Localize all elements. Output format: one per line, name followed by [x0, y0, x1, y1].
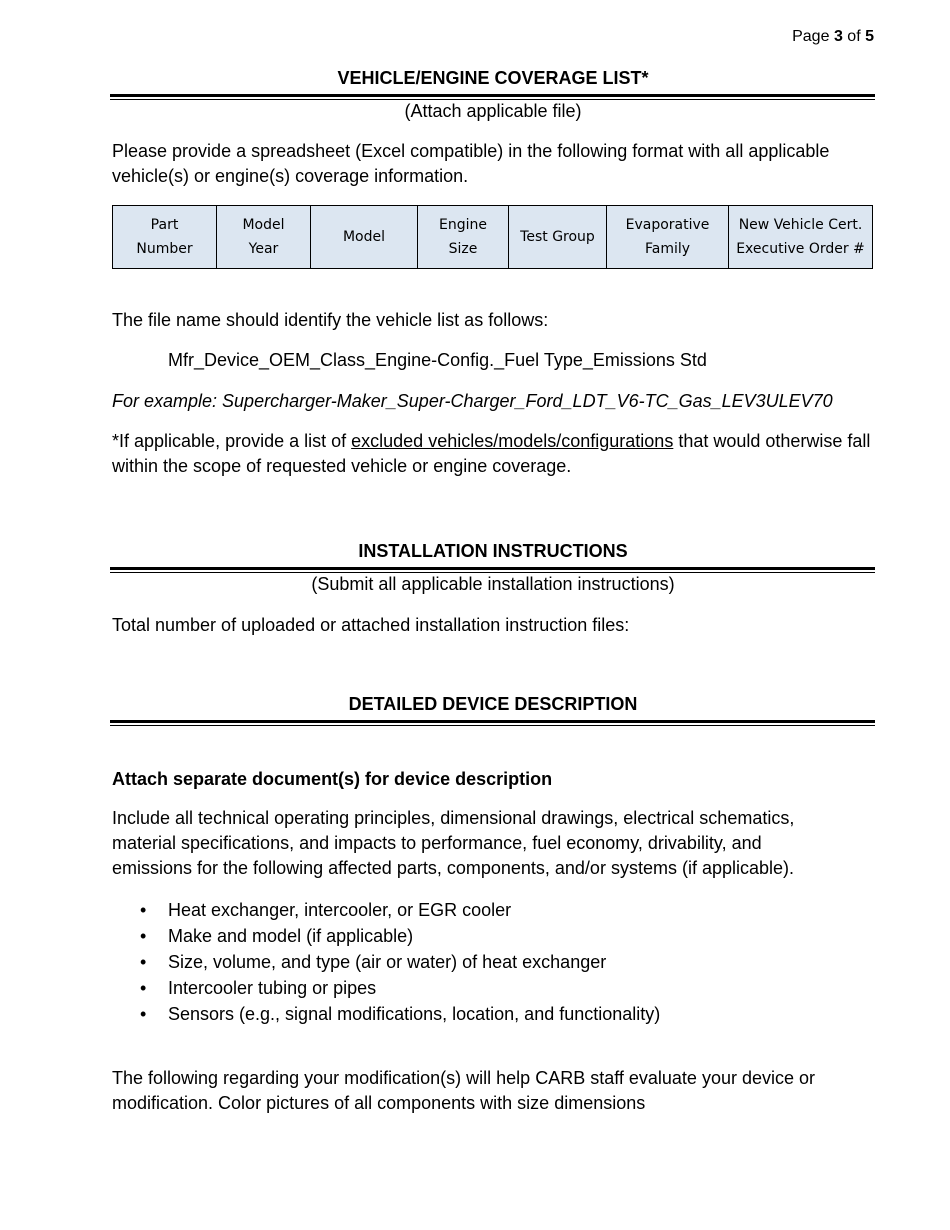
attach-document-heading: Attach separate document(s) for device description: [112, 769, 553, 789]
coverage-format-table: [112, 205, 873, 269]
file-name-intro: The file name should identify the vehicle list as follows:: [112, 310, 549, 330]
coverage-intro: Please provide a spreadsheet (Excel compatible) in the following format with all applicable vehicle(s) or engine(s) coverage information.: [112, 141, 830, 186]
header-model: Model: [311, 206, 418, 269]
description-intro: Include all technical operating principles, dimensional drawings, electrical schematics, material specifications, and impacts to performance, fuel economy, drivability, and emissions for the following affected parts, components, and/or systems (if applicable).: [112, 808, 795, 878]
list-item: • Sensors (e.g., signal modifications, location, and functionality): [140, 1004, 661, 1024]
installation-subtitle: (Submit all applicable installation instructions): [311, 574, 675, 594]
exclusion-note: *If applicable, provide a list of excluded vehicles/models/configurations that would otherwise fall within the scope of requested vehicle or engine coverage.: [112, 431, 871, 476]
header-executive-order: New Vehicle Cert. Executive Order #: [729, 206, 873, 269]
description-section-title: DETAILED DEVICE DESCRIPTION: [348, 694, 638, 714]
list-item: • Make and model (if applicable): [140, 926, 414, 946]
file-name-format: Mfr_Device_OEM_Class_Engine-Config._Fuel Type_Emissions Std: [168, 350, 707, 370]
affected-parts-list: [112, 897, 660, 1027]
list-item: • Size, volume, and type (air or water) of heat exchanger: [140, 952, 607, 972]
coverage-table-header-row: [113, 206, 873, 269]
coverage-subtitle: (Attach applicable file): [404, 101, 582, 121]
installation-count-label: Total number of uploaded or attached installation instruction files:: [112, 615, 630, 635]
file-name-example: For example: Supercharger-Maker_Super-Charger_Ford_LDT_V6-TC_Gas_LEV3ULEV70: [112, 391, 833, 411]
list-item: • Heat exchanger, intercooler, or EGR cooler: [140, 900, 512, 920]
header-model-year: Model Year: [217, 206, 311, 269]
excluded-configurations-text: excluded vehicles/models/configurations: [351, 431, 674, 451]
header-test-group: Test Group: [509, 206, 607, 269]
description-section-rule: [110, 720, 875, 726]
installation-section-title: INSTALLATION INSTRUCTIONS: [358, 541, 628, 561]
installation-section-rule: [110, 567, 875, 573]
closing-paragraph: The following regarding your modification(s) will help CARB staff evaluate your device or modification. Color pictures of all components with size dimensions: [112, 1068, 816, 1113]
page-number: Page 3 of 5: [792, 28, 874, 45]
header-part-number: Part Number: [113, 206, 217, 269]
header-evaporative-family: Evaporative Family: [607, 206, 729, 269]
header-engine-size: Engine Size: [418, 206, 509, 269]
list-item: • Intercooler tubing or pipes: [140, 978, 377, 998]
coverage-section-title: VEHICLE/ENGINE COVERAGE LIST*: [337, 68, 649, 88]
coverage-section-rule: [110, 94, 875, 100]
